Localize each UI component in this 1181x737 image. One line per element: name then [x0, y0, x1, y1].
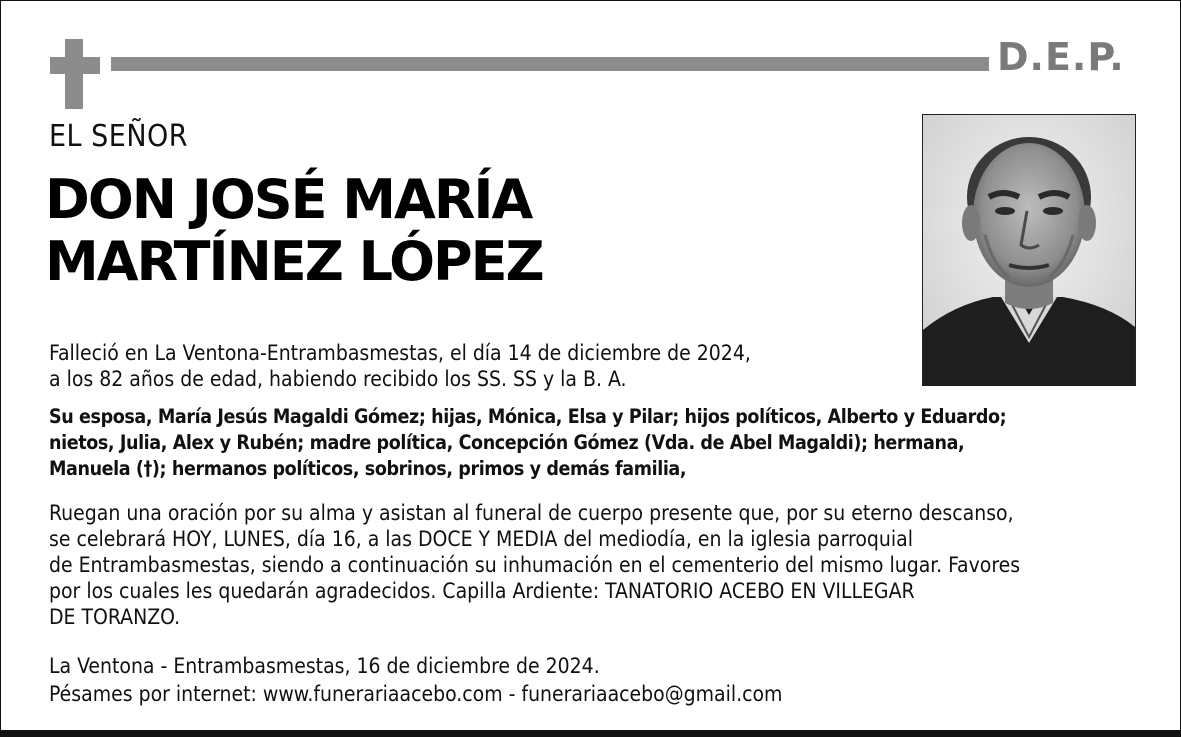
death-notice-line: Falleció en La Ventona-Entrambasmestas, el día 14 de diciembre de 2024,: [49, 341, 751, 365]
funeral-paragraph: [49, 500, 1020, 630]
funeral-line: Ruegan una oración por su alma y asistan al funeral de cuerpo presente que, por su eterno descanso,: [49, 501, 1014, 525]
family-line: nietos, Julia, Alex y Rubén; madre política, Concepción Gómez (Vda. de Abel Magaldi); hermana,: [49, 431, 965, 454]
deceased-name-line1: DON JOSÉ MARÍA: [45, 168, 532, 231]
funeral-line: DE TORANZO.: [49, 605, 181, 629]
death-notice: [49, 340, 751, 392]
family-line: Su esposa, María Jesús Magaldi Gómez; hijas, Mónica, Elsa y Pilar; hijos políticos, Alberto y Eduardo;: [49, 405, 1007, 428]
header-rule: [111, 57, 989, 71]
funeral-line: de Entrambasmestas, siendo a continuación su inhumación en el cementerio del mismo lugar. Favores: [49, 553, 1021, 577]
portrait-photo: [922, 114, 1136, 386]
funeral-line: por los cuales les quedarán agradecidos. Capilla Ardiente: TANATORIO ACEBO EN VILLEGAR: [49, 579, 915, 603]
deceased-name-line2: MARTÍNEZ LÓPEZ: [45, 230, 543, 293]
funeral-line: se celebrará HOY, LUNES, día 16, a las DOCE Y MEDIA del mediodía, en la iglesia parroquial: [49, 527, 913, 551]
condolences-line: Pésames por internet: www.funerariaacebo.com - funerariaacebo@gmail.com: [49, 682, 783, 706]
death-notice-line: a los 82 años de edad, habiendo recibido los SS. SS y la B. A.: [49, 367, 627, 391]
deceased-name: [45, 169, 543, 293]
family-line: Manuela (†); hermanos políticos, sobrinos, primos y demás familia,: [49, 457, 687, 480]
family-paragraph: [49, 404, 1006, 482]
place-date: La Ventona - Entrambasmestas, 16 de diciembre de 2024.: [49, 654, 600, 678]
dep-label: D.E.P.: [997, 35, 1125, 79]
cross-icon: [50, 39, 100, 109]
honorific: EL SEÑOR: [49, 119, 189, 154]
